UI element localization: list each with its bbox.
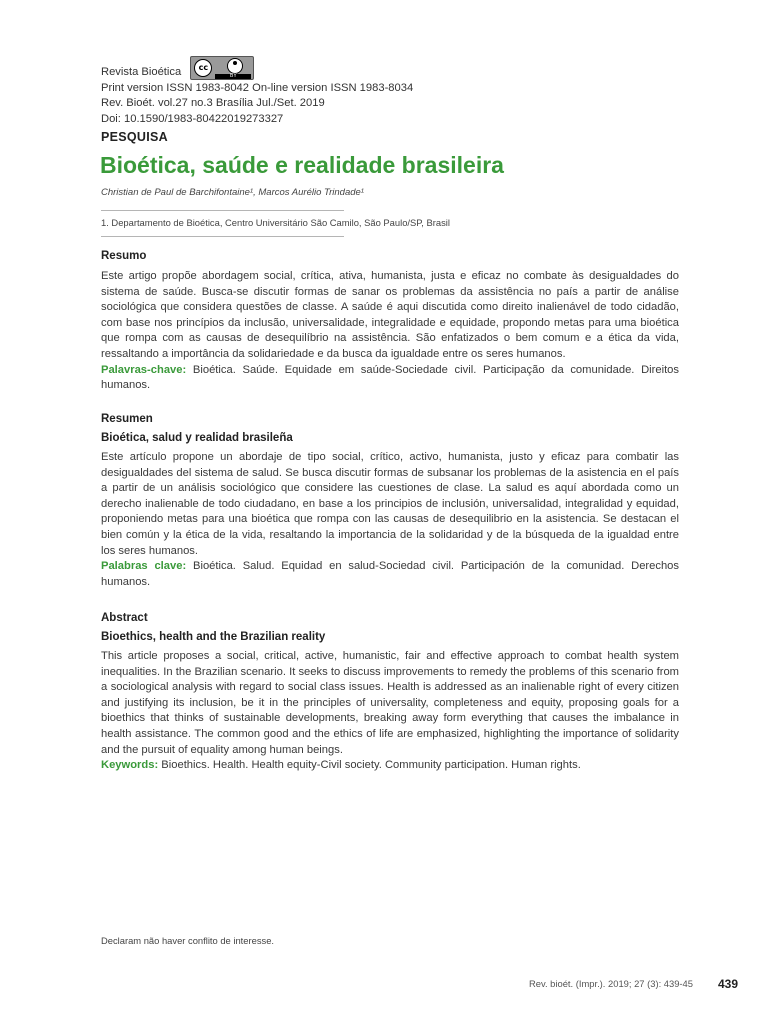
journal-metadata: [101, 56, 413, 127]
resumo-heading: Resumo: [101, 250, 147, 262]
journal-name: Revista Bioética: [101, 66, 182, 78]
conflict-statement: Declaram não haver conflito de interesse.: [101, 935, 275, 946]
doi-line: Doi: 10.1590/1983-80422019273327: [101, 112, 284, 125]
keywords-list: Bioética. Salud. Equidad en salud-Sociedad civil. Participación de la comunidad. Derechos humanos.: [101, 560, 679, 588]
keywords-list: Bioethics. Health. Health equity-Civil society. Community participation. Human rights.: [158, 759, 581, 772]
page-number: 439: [718, 977, 739, 991]
resumen-section: [101, 413, 679, 590]
abstract-section: [101, 612, 679, 774]
resumen-subtitle: Bioética, salud y realidad brasileña: [101, 432, 293, 444]
keywords-label: Palavras-chave:: [101, 363, 187, 376]
divider: [101, 236, 344, 237]
resumo-section: [101, 250, 679, 394]
resumo-keywords: [101, 363, 679, 394]
divider: [101, 210, 344, 211]
author-affiliation: 1. Departamento de Bioética, Centro Universitário São Camilo, São Paulo/SP, Brasil: [101, 217, 450, 228]
issn-line: Print version ISSN 1983-8042 On-line version ISSN 1983-8034: [101, 81, 414, 94]
cc-by-icon[interactable]: cc BY: [190, 56, 254, 80]
resumen-heading: Resumen: [101, 413, 153, 425]
keywords-list: Bioética. Saúde. Equidade em saúde-Sociedade civil. Participação da comunidade. Direitos humanos.: [101, 363, 679, 392]
article-section: PESQUISA: [101, 130, 168, 144]
resumen-text: Este artículo propone un abordaje de tipo social, crítico, activo, humanista, justo y eficaz para combatir las desigualdades del sistema de salud. Se busca discutir formas de subsanar los problemas de la asistencia en el país a partir de un análisis sociológico que considere las cuestiones de clase. La salud es aquí abordada como un derecho inalienable de todo ciudadano, en base a los principios de inclusión, universalidad, integralidad y equidad, proponiendo metas para una bioética que rompa con las causas de desequilibrio en la asistencia. Se destacan el bien común y la ética de la vida, resaltando la importancia de la solidaridad y de la búsqueda de la igualdad entre los seres humanos.: [101, 451, 679, 557]
journal-name-line: [101, 56, 413, 81]
resumen-keywords: [101, 559, 679, 590]
abstract-heading: Abstract: [101, 612, 148, 624]
abstract-text: This article proposes a social, critical, active, humanistic, fair and effective approach to combat health system inequalities. In the Brazilian scenario. It seeks to discuss improvements to remedy the problems of this scenario from a sociological analysis with regard to social class issues. Health is addressed as an inalienable right of every citizen and justifying its inclusion, be it in the principles of universality, completeness and equity, proposing goals for a bioethics that thinks of sustainable developments, breaking away form everything that causes the imbalance in health assistance. The common good and the ethics of life are emphasized, highlighting the importance of solidarity and the pursuit of equality among human beings.: [101, 650, 679, 756]
license-badge-label: BY: [215, 74, 251, 79]
citation-line: Rev. Bioét. vol.27 no.3 Brasília Jul./Set. 2019: [101, 97, 325, 109]
abstract-keywords: [101, 758, 679, 774]
resumo-text: Este artigo propõe abordagem social, crítica, ativa, humanista, justa e eficaz no combate às desigualdades do sistema de saúde. Busca-se discutir formas de sanar os problemas da assistência no país a partir de análise sociológica que considera questões de classe. A saúde é aqui discutida como direito inalienável de todo cidadão, com base nos princípios da inclusão, universalidade, integralidade e equidade, propondo metas para uma bioética que rompa com as causas de desequilíbrio na assistência. São enfatizados o bem comum e a ética da vida, ressaltando a importância da solidariedade e da busca da igualdade entre os seres humanos.: [101, 270, 679, 360]
footer-reference: Rev. bioét. (Impr.). 2019; 27 (3): 439-45: [529, 978, 693, 989]
abstract-subtitle: Bioethics, health and the Brazilian reality: [101, 631, 326, 643]
keywords-label: Palabras clave:: [101, 560, 187, 573]
keywords-label: Keywords:: [101, 759, 159, 772]
article-authors: Christian de Paul de Barchifontaine¹, Marcos Aurélio Trindade¹: [101, 187, 364, 198]
person-icon: [227, 58, 243, 74]
article-title: Bioética, saúde e realidade brasileira: [100, 152, 504, 178]
